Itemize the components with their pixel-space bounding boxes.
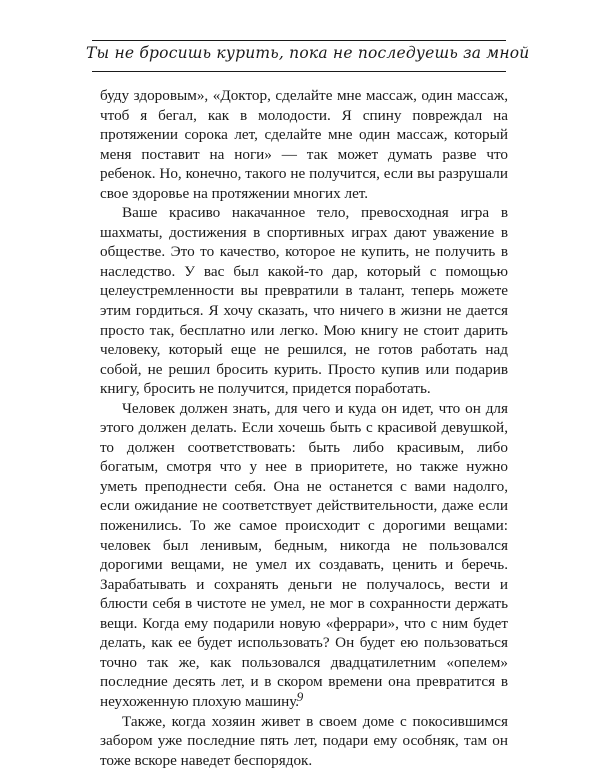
running-header: Ты не бросишь курить, пока не последуешь за мной: [86, 44, 510, 62]
header-rule-bottom: [92, 71, 506, 72]
header-rule-top: [92, 40, 506, 41]
paragraph-3: Человек должен знать, для чего и куда он идет, что он для этого должен делать. Если хочешь быть с красивой девушкой, то должен соответствовать: быть либо красивым, либо богатым, смотря что у нее в приоритете, но также нужно уметь преподнести себя. Она не останется с вами надолго, если ожидание не соответствует действительности, даже если поженились. То же самое происходит с дорогими вещами: человек был ленивым, бедным, никогда не пользовался дорогими вещами, не умел их создавать, ценить и беречь. Зарабатывать и сохранять деньги не получалось, вести и блюсти себя в чистоте не умел, не мог в сохранности держать вещи. Когда ему подарили новую «феррари», что с ним будет делать, как ее будет использовать? Он будет ею пользоваться точно так же, как пользовался двадцатилетним «опелем» последние десять лет, и в скором времени она превратится в неухоженную плохую машину.: [100, 399, 508, 712]
paragraph-1: буду здоровым», «Доктор, сделайте мне массаж, один массаж, чтоб я бегал, как в молодости. Я спину повреждал на протяжении сорока лет, сделайте мне один массаж, который меня поставит на ноги» — так может думать разве что ребенок. Но, конечно, такого не получится, если вы разрушали свое здоровье на протяжении многих лет.: [100, 86, 508, 203]
body-text: [100, 86, 508, 770]
paragraph-4: Также, когда хозяин живет в своем доме с покосившимся забором уже последние пять лет, подари ему особняк, там он тоже вскоре наведет беспорядок.: [100, 712, 508, 770]
paragraph-2: Ваше красиво накачанное тело, превосходная игра в шахматы, достижения в спортивных играх дают уважение в обществе. Это то качество, которое не купить, не получить в наследство. У вас был какой-то дар, который с помощью целеустремленности вы превратили в талант, теперь можете этим гордиться. Я хочу сказать, что ничего в жизни не дается просто так, бесплатно или легко. Мою книгу не стоит дарить человеку, который еще не решился, не готов работать над собой, не решил бросить курить. Просто купив или подарив книгу, бросить не получится, придется поработать.: [100, 203, 508, 398]
page-number: 9: [0, 689, 600, 705]
